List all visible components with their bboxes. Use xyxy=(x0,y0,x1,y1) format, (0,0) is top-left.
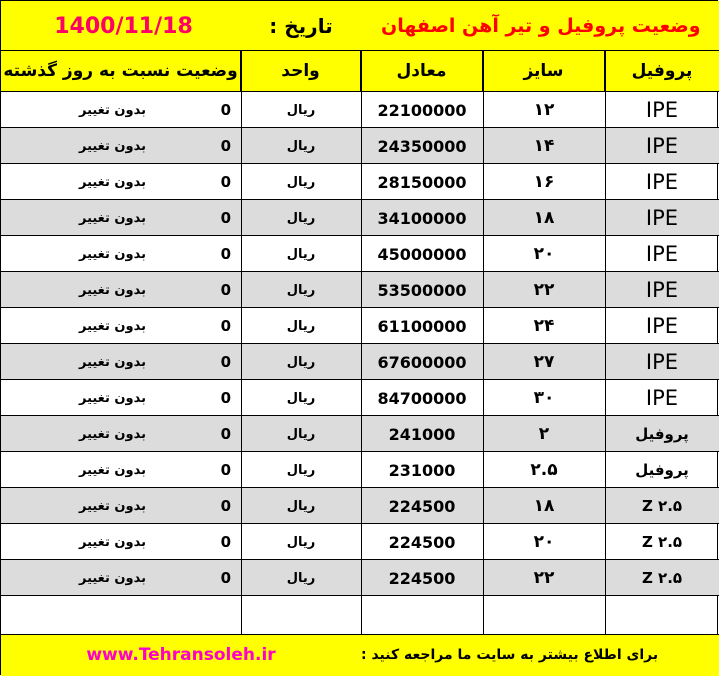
change-value: 0 xyxy=(220,497,231,515)
price-cell: 28150000 xyxy=(377,172,467,192)
change-value: 0 xyxy=(220,533,231,551)
unit-cell: ریال xyxy=(286,282,316,298)
change-text: بدون تغییر xyxy=(78,102,146,118)
unit-cell: ریال xyxy=(286,462,316,478)
size-cell: ۲ xyxy=(538,424,550,444)
table-row xyxy=(1,271,719,308)
change-value: 0 xyxy=(220,569,231,587)
unit-cell: ریال xyxy=(286,246,316,262)
size-cell: ۲۲ xyxy=(533,280,555,300)
unit-cell: ریال xyxy=(286,390,316,406)
unit-cell: ریال xyxy=(286,210,316,226)
unit-cell: ریال xyxy=(286,318,316,334)
size-cell: ۱۸ xyxy=(533,208,555,228)
price-cell: 67600000 xyxy=(377,352,467,372)
profile-cell: Z ۲.۵ xyxy=(641,533,683,551)
price-cell: 224500 xyxy=(388,496,456,516)
table-row xyxy=(1,415,719,452)
change-text: بدون تغییر xyxy=(78,210,146,226)
price-cell: 224500 xyxy=(388,532,456,552)
change-text: بدون تغییر xyxy=(78,570,146,586)
change-value: 0 xyxy=(220,101,231,119)
profile-cell: IPE xyxy=(645,98,679,122)
table-row xyxy=(1,199,719,236)
footer-note: برای اطلاع بیشتر به سایت ما مراجعه کنید : xyxy=(361,647,659,663)
change-text: بدون تغییر xyxy=(78,138,146,154)
change-value: 0 xyxy=(220,281,231,299)
size-cell: ۱۴ xyxy=(533,136,555,156)
website-link[interactable]: www.Tehransoleh.ir xyxy=(86,645,276,665)
column-divider xyxy=(241,51,242,634)
column-header-profile: پروفیل xyxy=(605,51,719,91)
profile-cell: Z ۲.۵ xyxy=(641,497,683,515)
change-value: 0 xyxy=(220,209,231,227)
table-row xyxy=(1,451,719,488)
table-row xyxy=(1,523,719,560)
unit-cell: ریال xyxy=(286,102,316,118)
page-title: وضعیت پروفیل و تیر آهن اصفهان xyxy=(381,15,701,37)
size-cell: ۲۰ xyxy=(533,244,555,264)
size-cell: ۲.۵ xyxy=(530,460,558,480)
price-cell: 53500000 xyxy=(377,280,467,300)
profile-cell: IPE xyxy=(645,386,679,410)
column-divider xyxy=(483,51,484,634)
price-cell: 24350000 xyxy=(377,136,467,156)
column-header-change: وضعیت نسبت به روز گذشته xyxy=(1,51,241,91)
change-text: بدون تغییر xyxy=(78,462,146,478)
change-value: 0 xyxy=(220,317,231,335)
price-cell: 241000 xyxy=(388,424,456,444)
change-value: 0 xyxy=(220,461,231,479)
change-text: بدون تغییر xyxy=(78,174,146,190)
date-value: 1400/11/18 xyxy=(54,13,193,39)
table-row xyxy=(1,163,719,200)
unit-cell: ریال xyxy=(286,138,316,154)
change-text: بدون تغییر xyxy=(78,318,146,334)
price-cell: 61100000 xyxy=(377,316,467,336)
change-text: بدون تغییر xyxy=(78,498,146,514)
table-row xyxy=(1,127,719,164)
profile-cell: IPE xyxy=(645,350,679,374)
column-header-size: سایز xyxy=(483,51,605,91)
change-value: 0 xyxy=(220,389,231,407)
change-text: بدون تغییر xyxy=(78,534,146,550)
profile-cell: Z ۲.۵ xyxy=(641,569,683,587)
table-row xyxy=(1,235,719,272)
size-cell: ۱۸ xyxy=(533,496,555,516)
unit-cell: ریال xyxy=(286,498,316,514)
price-cell: 45000000 xyxy=(377,244,467,264)
unit-cell: ریال xyxy=(286,534,316,550)
profile-cell: IPE xyxy=(645,134,679,158)
size-cell: ۳۰ xyxy=(533,388,555,408)
unit-cell: ریال xyxy=(286,174,316,190)
date-label: تاریخ : xyxy=(269,14,333,38)
table-row xyxy=(1,343,719,380)
profile-cell: پروفیل xyxy=(635,425,689,443)
empty-row xyxy=(1,595,719,635)
change-value: 0 xyxy=(220,245,231,263)
profile-cell: IPE xyxy=(645,242,679,266)
profile-cell: پروفیل xyxy=(635,461,689,479)
change-text: بدون تغییر xyxy=(78,282,146,298)
profile-cell: IPE xyxy=(645,170,679,194)
unit-cell: ریال xyxy=(286,426,316,442)
price-cell: 231000 xyxy=(388,460,456,480)
column-header-price: معادل xyxy=(361,51,483,91)
price-cell: 22100000 xyxy=(377,100,467,120)
size-cell: ۲۰ xyxy=(533,532,555,552)
change-value: 0 xyxy=(220,353,231,371)
table-row xyxy=(1,559,719,596)
size-cell: ۱۲ xyxy=(533,100,555,120)
table-row xyxy=(1,91,719,128)
price-cell: 84700000 xyxy=(377,388,467,408)
size-cell: ۲۷ xyxy=(533,352,555,372)
size-cell: ۲۲ xyxy=(533,568,555,588)
table-row xyxy=(1,379,719,416)
change-text: بدون تغییر xyxy=(78,426,146,442)
change-value: 0 xyxy=(220,137,231,155)
profile-cell: IPE xyxy=(645,206,679,230)
table-row xyxy=(1,307,719,344)
profile-cell: IPE xyxy=(645,278,679,302)
change-text: بدون تغییر xyxy=(78,246,146,262)
size-cell: ۲۴ xyxy=(533,316,555,336)
price-cell: 34100000 xyxy=(377,208,467,228)
change-value: 0 xyxy=(220,173,231,191)
unit-cell: ریال xyxy=(286,570,316,586)
column-divider xyxy=(605,51,606,634)
column-header-unit: واحد xyxy=(241,51,361,91)
column-divider xyxy=(361,51,362,634)
change-text: بدون تغییر xyxy=(78,390,146,406)
price-cell: 224500 xyxy=(388,568,456,588)
table-row xyxy=(1,487,719,524)
change-text: بدون تغییر xyxy=(78,354,146,370)
change-value: 0 xyxy=(220,425,231,443)
profile-cell: IPE xyxy=(645,314,679,338)
unit-cell: ریال xyxy=(286,354,316,370)
size-cell: ۱۶ xyxy=(533,172,555,192)
